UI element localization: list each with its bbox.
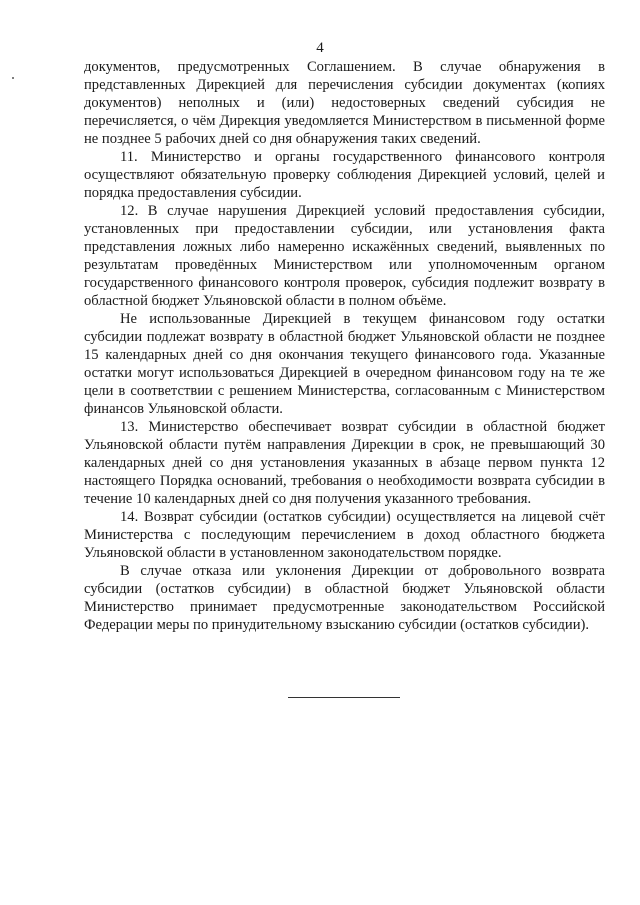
paragraph-unused-remainders: Не использованные Дирекцией в текущем финансовом году остатки субсидии подлежат возврату в областной бюджет Ульяновской области не позднее 15 календарных дней со дня окончания текущего финансового года. Указанные остатки могут использоваться Дирекцией в очередном финансовом году на те же цели в соответствии с решением Министерства, согласованным с Министерством финансов Ульяновской области.	[84, 311, 605, 417]
document-body	[84, 58, 605, 634]
paragraph-item-13: 13. Министерство обеспечивает возврат субсидии в областной бюджет Ульяновской области путём направления Дирекции в срок, не превышающий 30 календарных дней со дня установления указанных в абзаце первом пункта 12 настоящего Порядка оснований, требования о необходимости возврата субсидии в течение 10 календарных дней со дня получения указанного требования.	[84, 419, 605, 507]
page-number: 4	[316, 40, 324, 56]
paragraph-item-14: 14. Возврат субсидии (остатков субсидии) осуществляется на лицевой счёт Министерства с последующим перечислением в доход областного бюджета Ульяновской области в установленном законодательством порядке.	[84, 509, 605, 561]
scan-speck	[12, 77, 14, 79]
paragraph-item-12: 12. В случае нарушения Дирекцией условий предоставления субсидии, установленных при предоставлении субсидии, или установления факта представления ложных либо намеренно искажённых сведений, выявленных по результатам проведённых Министерством или уполномоченным органом государственного финансового контроля проверок, субсидия подлежит возврату в областной бюджет Ульяновской области в полном объёме.	[84, 203, 605, 309]
paragraph-documents-check: документов, предусмотренных Соглашением. В случае обнаружения в представленных Дирекцией для перечисления субсидии документах (копиях документов) неполных и (или) недостоверных сведений субсидия не перечисляется, о чём Дирекция уведомляется Министерством в письменной форме не позднее 5 рабочих дней со дня обнаружения таких сведений.	[84, 59, 605, 147]
closing-divider	[288, 697, 400, 698]
paragraph-item-11: 11. Министерство и органы государственного финансового контроля осуществляют обязательную проверку соблюдения Дирекцией условий, целей и порядка предоставления субсидии.	[84, 149, 605, 201]
paragraph-refusal-recovery: В случае отказа или уклонения Дирекции от добровольного возврата субсидии (остатков субсидии) в областной бюджет Ульяновской области Министерство принимает предусмотренные законодательством Российской Федерации меры по принудительному взысканию субсидии (остатков субсидии).	[84, 563, 605, 633]
